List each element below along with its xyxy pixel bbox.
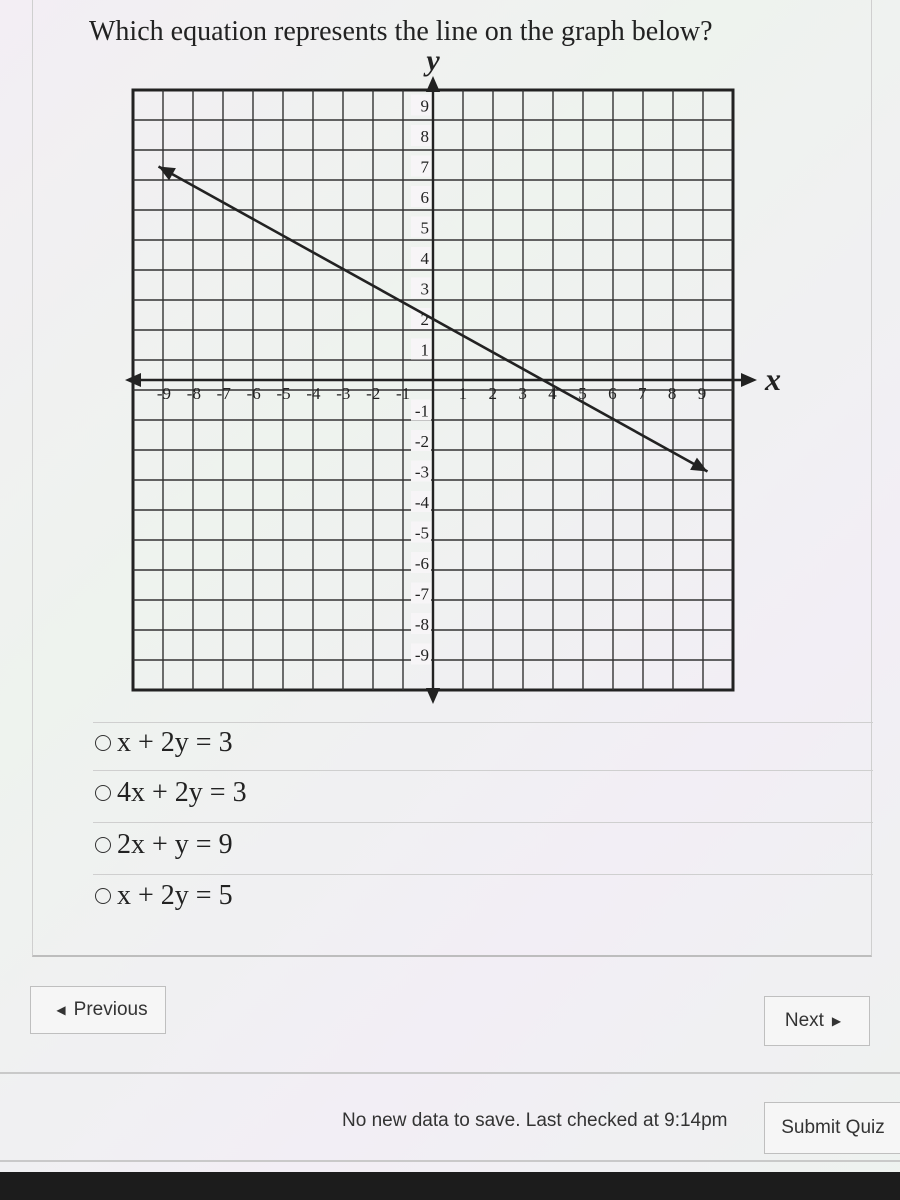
y-axis-arrowhead xyxy=(426,688,440,704)
y-tick-label: -9 xyxy=(414,645,429,665)
submit-quiz-button[interactable] xyxy=(764,1102,900,1154)
x-tick-label: -8 xyxy=(186,384,201,403)
bottom-bar xyxy=(0,1172,900,1200)
graph-svg xyxy=(121,55,781,705)
radio-button[interactable] xyxy=(95,888,111,904)
y-tick-label: -3 xyxy=(414,462,429,482)
x-tick-label: -5 xyxy=(276,384,291,403)
x-tick-label: -2 xyxy=(366,384,381,403)
radio-button[interactable] xyxy=(95,735,111,751)
y-tick-label: 9 xyxy=(420,96,429,116)
options-divider xyxy=(93,822,873,823)
y-tick-label: -5 xyxy=(414,523,429,543)
x-tick-label: 4 xyxy=(548,384,557,403)
question-text: Which equation represents the line on the graph below? xyxy=(89,16,713,47)
option-label: x + 2y = 3 xyxy=(117,727,233,758)
y-tick-label: 8 xyxy=(420,127,429,146)
footer-separator xyxy=(0,1072,900,1074)
x-tick-label: -7 xyxy=(216,384,231,403)
submit-label: Submit Quiz xyxy=(781,1117,885,1138)
next-label: Next xyxy=(784,1010,824,1031)
option-label: x + 2y = 5 xyxy=(117,880,233,911)
option-label: 4x + 2y = 3 xyxy=(117,777,247,808)
y-tick-label: 4 xyxy=(420,249,429,268)
previous-label: Previous xyxy=(73,999,148,1020)
y-tick-label: 7 xyxy=(420,157,429,177)
caret-right-icon: ▶ xyxy=(831,1014,842,1028)
y-axis-arrowhead xyxy=(426,76,440,92)
x-tick-label: -3 xyxy=(336,384,351,403)
y-tick-label: -4 xyxy=(414,493,429,512)
x-tick-label: 8 xyxy=(667,384,677,403)
y-tick-label: 3 xyxy=(420,279,429,299)
y-tick-label: 6 xyxy=(420,188,429,207)
y-tick-label: -6 xyxy=(414,554,429,573)
y-axis-label: y xyxy=(426,55,440,77)
question-card xyxy=(32,0,872,957)
x-tick-label: 5 xyxy=(578,384,587,403)
y-tick-label: 1 xyxy=(420,340,429,360)
radio-button[interactable] xyxy=(95,837,111,853)
x-tick-label: 7 xyxy=(637,384,647,403)
option-2[interactable] xyxy=(95,773,247,813)
coordinate-graph xyxy=(121,55,781,705)
bottom-separator xyxy=(0,1160,900,1162)
option-label: 2x + y = 9 xyxy=(117,829,233,860)
x-tick-label: 3 xyxy=(518,384,527,403)
option-1[interactable] xyxy=(95,723,233,763)
option-3[interactable] xyxy=(95,825,233,865)
radio-button[interactable] xyxy=(95,785,111,801)
x-tick-label: -9 xyxy=(156,384,172,403)
next-button[interactable] xyxy=(764,996,870,1046)
options-divider xyxy=(93,770,873,771)
caret-left-icon: ◀ xyxy=(56,1003,66,1017)
options-divider xyxy=(93,874,873,875)
x-tick-label: 9 xyxy=(697,384,707,403)
previous-button[interactable] xyxy=(30,986,166,1034)
y-tick-label: -2 xyxy=(414,432,429,451)
x-tick-label: 1 xyxy=(458,384,468,403)
y-tick-label: 2 xyxy=(420,310,429,329)
x-axis-label: x xyxy=(765,361,781,397)
y-tick-label: 5 xyxy=(420,218,429,238)
y-tick-label: -7 xyxy=(414,584,429,604)
save-status: No new data to save. Last checked at 9:14pm xyxy=(342,1110,728,1131)
x-tick-label: -1 xyxy=(396,384,411,403)
x-tick-label: 2 xyxy=(488,384,498,403)
option-4[interactable] xyxy=(95,876,233,916)
x-tick-label: 6 xyxy=(608,384,617,403)
x-axis-arrowhead xyxy=(741,373,757,387)
y-tick-label: -8 xyxy=(414,615,429,634)
x-tick-label: -6 xyxy=(246,384,261,403)
x-tick-label: -4 xyxy=(306,384,321,403)
y-tick-label: -1 xyxy=(414,401,429,421)
